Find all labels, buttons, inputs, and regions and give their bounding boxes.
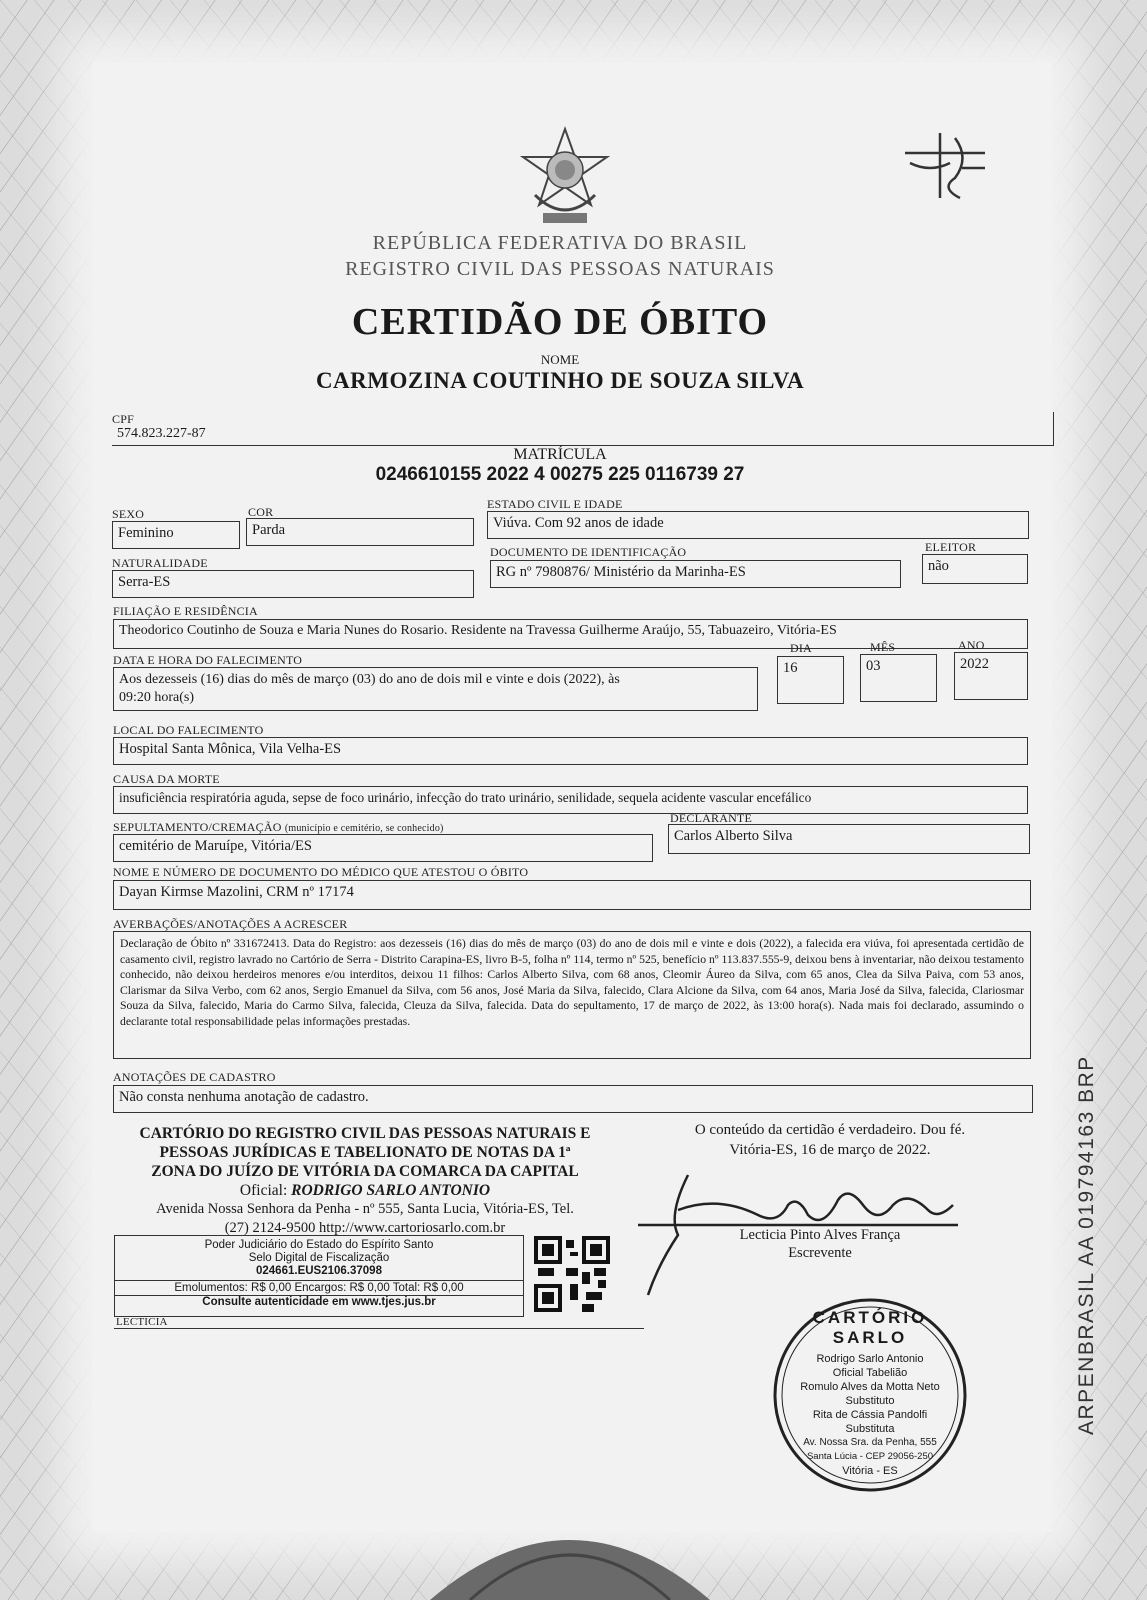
bottom-emblem xyxy=(430,1490,710,1600)
documento-field: RG nº 7980876/ Ministério da Marinha-ES xyxy=(490,560,901,588)
attest-line1: O conteúdo da certidão é verdadeiro. Dou fé. xyxy=(694,1122,966,1138)
eleitor-field: não xyxy=(922,554,1028,584)
causa-field: insuficiência respiratória aguda, sepse de foco urinário, infecção do trato urinário, senilidade, sequela acidente vascular encefálico xyxy=(113,786,1028,814)
ano-label: ANO xyxy=(958,638,985,652)
cpf-field xyxy=(112,412,1054,446)
sepultamento-field: cemitério de Maruípe, Vitória/ES xyxy=(113,834,653,862)
cpf-value: 574.823.227-87 xyxy=(117,426,206,441)
signer-name: Lecticia Pinto Alves França xyxy=(739,1227,901,1243)
documento-label: DOCUMENTO DE IDENTIFICAÇÃO xyxy=(490,545,687,559)
registry-heading: REGISTRO CIVIL DAS PESSOAS NATURAIS xyxy=(345,258,775,280)
side-security-code: ARPENBRASIL AA 019794163 BRP xyxy=(1075,1055,1098,1435)
medico-label: NOME E NÚMERO DE DOCUMENTO DO MÉDICO QUE ATESTOU O ÓBITO xyxy=(113,865,529,879)
sepultamento-label-note: (município e cemitério, se conhecido) xyxy=(284,823,444,834)
cor-field: Parda xyxy=(246,518,474,546)
sexo-label: SEXO xyxy=(112,507,145,521)
cartorio-oficial xyxy=(110,1181,620,1200)
declarante-label: DECLARANTE xyxy=(670,811,752,825)
cartorio-line2: PESSOAS JURÍDICAS E TABELIONATO DE NOTAS DA 1ª xyxy=(159,1144,571,1161)
matricula-label: MATRÍCULA xyxy=(513,446,607,463)
filiacao-field: Theodorico Coutinho de Souza e Maria Nunes do Rosario. Residente na Travessa Guilherme Araújo, 55, Tabuazeiro, Vitória-ES xyxy=(113,619,1028,649)
corner-mark-icon xyxy=(900,128,990,208)
coat-of-arms-icon xyxy=(515,125,615,230)
estado-civil-label: ESTADO CIVIL E IDADE xyxy=(487,497,623,511)
selo-code: 024661.EUS2106.37098 xyxy=(256,1265,382,1277)
falecimento-line1: Aos dezesseis (16) dias do mês de março (03) do ano de dois mil e vinte e dois (2022), às xyxy=(119,672,620,687)
attest-block xyxy=(640,1120,1020,1160)
cor-label: COR xyxy=(248,505,274,519)
mes-field: 03 xyxy=(860,654,937,702)
signer-block xyxy=(690,1226,950,1262)
falecimento-label: DATA E HORA DO FALECIMENTO xyxy=(113,653,303,667)
naturalidade-label: NATURALIDADE xyxy=(112,556,208,570)
dia-field: 16 xyxy=(777,656,844,704)
selo-fees: Emolumentos: R$ 0,00 Encargos: R$ 0,00 Total: R$ 0,00 xyxy=(115,1280,523,1295)
signer-role: Escrevente xyxy=(788,1245,852,1261)
sepultamento-label xyxy=(113,820,444,835)
selo-footer-label: LECTICIA xyxy=(116,1316,168,1328)
stamp-arc-text: CARTÓRIO SARLO xyxy=(812,1308,928,1347)
estado-civil-field: Viúva. Com 92 anos de idade xyxy=(487,511,1029,539)
dia-label: DIA xyxy=(790,641,812,655)
falecimento-field xyxy=(113,667,758,711)
averbacoes-field: Declaração de Óbito nº 331672413. Data do Registro: aos dezesseis (16) dias do mês de março (03) do ano de dois mil e vinte e dois (2022), a falecida era viúva, foi apresentada certidão de casamento civil, registro lavrado no Cartório de Serra - Distrito Carapina-ES, livro B-5, folha nº 114, termo nº 525, benefício nº 113.837.555-9, deixou bens à inventariar, não deixou testamento conhecido, não deixou herdeiros menores e/ou interditos, deixou 11 filhos: Carlos Alberto Silva, com 68 anos, Cleomir Áureo da Silva, com 65 anos, Clea da Silva Paiva, com 53 anos, Clarismar da Silva Verbo, com 62 anos, Sergio Emanuel da Silva, com 56 anos, José Maria da Silva, falecido, Clara Alcione da Silva, com 64 anos, Maria José da Silva, falecida, Clariosmar Souza da Silva, falecido, Maria do Carmo Silva, falecida, Cleuza da Silva, falecida. Data do sepultamento, 17 de março de 2022, às 13:00 hora(s). Nada mais foi declarado, assumindo o declarante total responsabilidade pelas informações prestadas. xyxy=(113,931,1031,1059)
stamp-line-6: Av. Nossa Sra. da Penha, 555 xyxy=(803,1437,937,1448)
sepultamento-label-text: SEPULTAMENTO/CREMAÇÃO xyxy=(113,820,282,834)
falecimento-line2: 09:20 hora(s) xyxy=(119,690,195,705)
cartorio-line1: CARTÓRIO DO REGISTRO CIVIL DAS PESSOAS NATURAIS E xyxy=(139,1125,591,1142)
local-label: LOCAL DO FALECIMENTO xyxy=(113,723,264,737)
eleitor-label: ELEITOR xyxy=(925,540,977,554)
stamp-line-1: Oficial Tabelião xyxy=(832,1367,908,1379)
attest-line2: Vitória-ES, 16 de março de 2022. xyxy=(729,1142,931,1158)
cartorio-line3: ZONA DO JUÍZO DE VITÓRIA DA COMARCA DA CAPITAL xyxy=(151,1163,579,1180)
ano-field: 2022 xyxy=(954,652,1028,700)
stamp-line-8: Vitória - ES xyxy=(842,1465,898,1477)
stamp-line-0: Rodrigo Sarlo Antonio xyxy=(816,1353,924,1365)
stamp-line-5: Substituta xyxy=(845,1423,895,1435)
cartorio-address2: (27) 2124-9500 http://www.cartoriosarlo.com.br xyxy=(224,1220,506,1236)
filiacao-label: FILIAÇÃO E RESIDÊNCIA xyxy=(113,604,258,618)
document-title: CERTIDÃO DE ÓBITO xyxy=(351,301,769,343)
selo-footer-line xyxy=(114,1328,644,1329)
matricula-value: 0246610155 2022 4 00275 225 0116739 27 xyxy=(375,464,745,485)
stamp-lines xyxy=(785,1352,955,1478)
selo-line2: Selo Digital de Fiscalização xyxy=(248,1252,390,1264)
stamp-line-4: Rita de Cássia Pandolfi xyxy=(812,1409,928,1421)
declarante-field: Carlos Alberto Silva xyxy=(668,824,1030,854)
cpf-label: CPF xyxy=(112,412,134,426)
name-label: NOME xyxy=(540,352,580,367)
selo-line1: Poder Judiciário do Estado do Espírito Santo xyxy=(204,1239,434,1251)
oficial-name: RODRIGO SARLO ANTONIO xyxy=(291,1182,491,1199)
cadastro-field: Não consta nenhuma anotação de cadastro. xyxy=(113,1085,1033,1113)
republic-heading: REPÚBLICA FEDERATIVA DO BRASIL xyxy=(372,232,748,254)
sexo-field: Feminino xyxy=(112,521,240,549)
deceased-name: CARMOZINA COUTINHO DE SOUZA SILVA xyxy=(315,368,805,393)
cartorio-info xyxy=(110,1124,620,1238)
mes-label: MÊS xyxy=(870,640,896,654)
stamp-line-3: Substituto xyxy=(845,1395,895,1407)
cadastro-label: ANOTAÇÕES DE CADASTRO xyxy=(113,1070,276,1084)
causa-label: CAUSA DA MORTE xyxy=(113,772,220,786)
stamp-line-2: Romulo Alves da Motta Neto xyxy=(800,1381,940,1393)
cartorio-address1: Avenida Nossa Senhora da Penha - nº 555, Santa Lucia, Vitória-ES, Tel. xyxy=(156,1201,574,1217)
digital-seal xyxy=(114,1235,524,1317)
naturalidade-field: Serra-ES xyxy=(112,570,474,598)
stamp-line-7: Santa Lúcia - CEP 29056-250 xyxy=(806,1451,934,1462)
medico-field: Dayan Kirmse Mazolini, CRM nº 17174 xyxy=(113,880,1031,910)
averbacoes-label: AVERBAÇÕES/ANOTAÇÕES A ACRESCER xyxy=(113,917,348,931)
oficial-prefix: Oficial: xyxy=(239,1182,288,1199)
selo-consulte: Consulte autenticidade em www.tjes.jus.br xyxy=(115,1295,523,1309)
qr-code-icon xyxy=(534,1236,610,1312)
local-field: Hospital Santa Mônica, Vila Velha-ES xyxy=(113,737,1028,765)
